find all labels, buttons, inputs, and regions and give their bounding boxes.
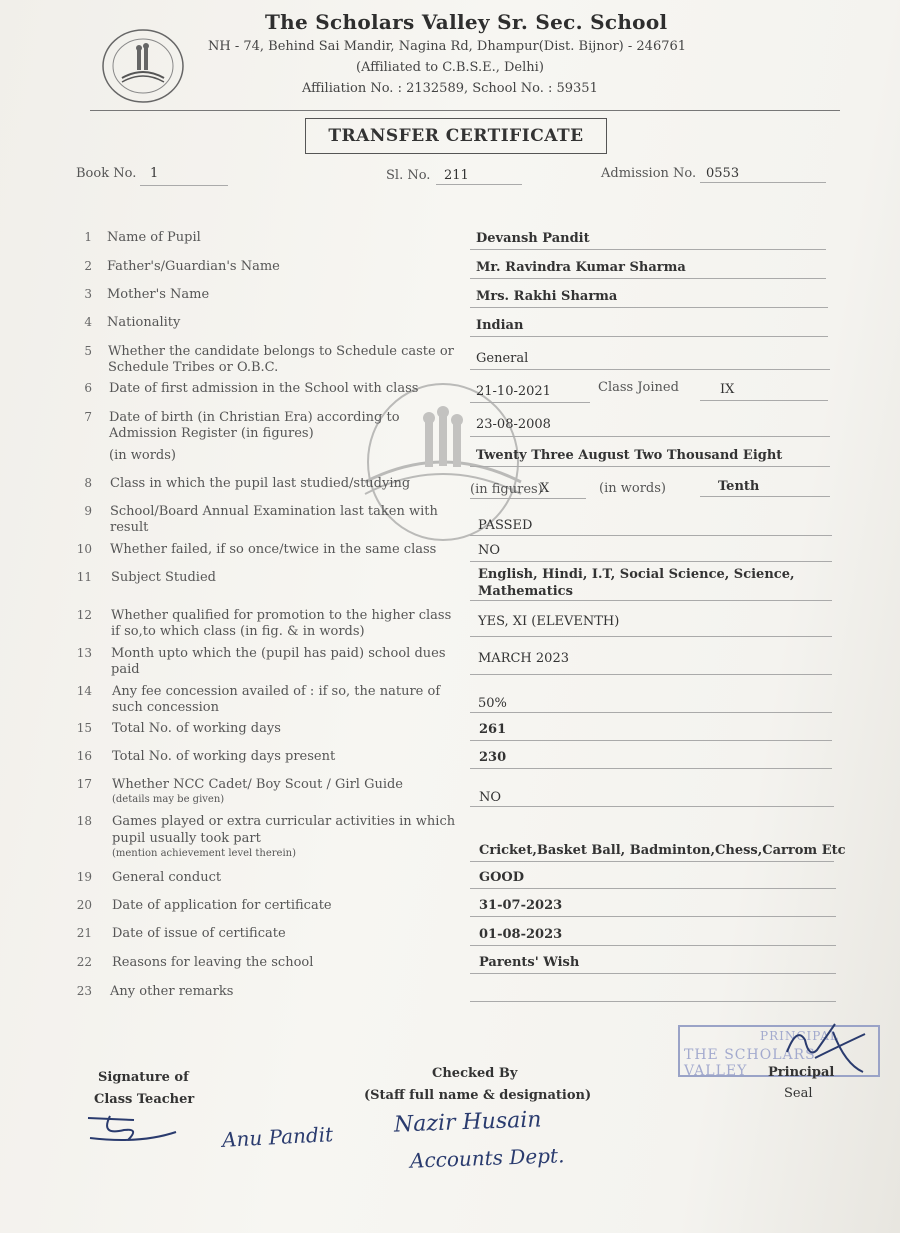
value-name-of-pupil: Devansh Pandit [476, 231, 590, 246]
field-underline [700, 496, 830, 497]
field-underline [470, 600, 832, 601]
school-logo [100, 26, 186, 110]
school-name: The Scholars Valley Sr. Sec. School [265, 10, 668, 34]
item-label-caste-line2: Schedule Tribes or O.B.C. [108, 360, 279, 375]
item-number: 4 [84, 315, 92, 329]
item-number: 6 [84, 381, 92, 395]
field-underline [470, 1001, 836, 1002]
value-dob-words: Twenty Three August Two Thousand Eight [476, 448, 783, 463]
item-label-conduct: General conduct [112, 870, 222, 885]
school-address: NH - 74, Behind Sai Mandir, Nagina Rd, Dhampur(Dist. Bijnor) - 246761 [208, 39, 687, 54]
item-number: 3 [84, 287, 92, 301]
header-divider [90, 110, 840, 111]
value-working-days: 261 [479, 722, 507, 737]
value-conduct: GOOD [479, 870, 525, 885]
item-label-last-class: Class in which the pupil last studied/studying [110, 476, 411, 491]
item-label-name-of-pupil: Name of Pupil [107, 230, 201, 245]
item-number: 17 [76, 777, 92, 791]
item-label-promotion: Whether qualified for promotion to the higher class [111, 608, 452, 623]
item-label-exam: School/Board Annual Examination last taken with [110, 504, 438, 519]
value-dues: MARCH 2023 [478, 651, 569, 666]
sl-no-label: Sl. No. [386, 168, 431, 183]
field-underline [470, 916, 836, 917]
handwritten-staff-name: Nazir Husain [393, 1107, 542, 1138]
item-number: 14 [76, 684, 92, 698]
item-label-father-name: Father's/Guardian's Name [107, 259, 280, 274]
field-underline [470, 369, 830, 370]
item-label-dues: Month upto which the (pupil has paid) school dues [111, 646, 446, 661]
book-no-label: Book No. [76, 166, 137, 181]
item-label-dues-line2: paid [111, 662, 140, 677]
item-label-promotion-line2: if so,to which class (in fig. & in words) [111, 624, 365, 639]
field-underline [470, 945, 836, 946]
value-games: Cricket,Basket Ball, Badminton,Chess,Carrom Etc [479, 843, 846, 858]
value-mother-name: Mrs. Rakhi Sharma [476, 289, 618, 304]
item-label-issue-date: Date of issue of certificate [112, 926, 286, 941]
item-number: 11 [76, 570, 92, 584]
field-underline [470, 888, 836, 889]
item-label-failed: Whether failed, if so once/twice in the same class [110, 542, 437, 557]
item-number: 22 [76, 955, 92, 969]
field-underline [470, 307, 828, 308]
value-subjects: English, Hindi, I.T, Social Science, Science, [478, 567, 795, 582]
value-first-admission-date: 21-10-2021 [476, 384, 551, 399]
field-underline [470, 712, 832, 713]
field-underline [470, 402, 590, 403]
admission-no-label: Admission No. [601, 166, 697, 181]
class-teacher-signature [80, 1108, 190, 1152]
class-joined-label: Class Joined [598, 380, 679, 395]
field-underline [470, 336, 828, 337]
field-underline [470, 249, 826, 250]
item-label-leaving-reason: Reasons for leaving the school [112, 955, 314, 970]
value-concession: 50% [478, 696, 507, 711]
item-label-days-present: Total No. of working days present [112, 749, 336, 764]
value-nationality: Indian [476, 318, 524, 333]
field-underline [470, 973, 836, 974]
value-father-name: Mr. Ravindra Kumar Sharma [476, 260, 686, 275]
item-label-first-admission: Date of first admission in the School with class [109, 381, 419, 396]
field-underline [470, 535, 832, 536]
item-label-exam-line2: result [110, 520, 149, 535]
field-underline [470, 436, 830, 437]
item-label-games-note: (mention achievement level therein) [112, 848, 296, 859]
sl-no-underline [436, 184, 522, 185]
field-underline [470, 674, 832, 675]
handwritten-parent-signature: Anu Pandit [221, 1122, 334, 1152]
value-dob-figures: 23-08-2008 [476, 417, 551, 432]
item-label-games: Games played or extra curricular activities in which [112, 814, 456, 829]
item-number: 1 [84, 230, 92, 244]
admission-no-value: 0553 [706, 166, 740, 181]
item-label-ncc: Whether NCC Cadet/ Boy Scout / Girl Guide [112, 777, 404, 792]
checked-by-label: Checked By [432, 1066, 518, 1081]
seal-text-bottom: THE SCHOLARS VALLEY [684, 1047, 816, 1079]
item-number: 16 [76, 749, 92, 763]
value-failed: NO [478, 543, 501, 558]
value-last-class-figures: X [540, 481, 550, 496]
value-class-joined: IX [720, 382, 735, 397]
field-underline [470, 768, 832, 769]
class-teacher-label-line2: Class Teacher [94, 1092, 195, 1107]
item-label-application-date: Date of application for certificate [112, 898, 332, 913]
item-number: 21 [76, 926, 92, 940]
value-last-class-words: Tenth [718, 479, 760, 494]
field-underline [470, 861, 834, 862]
item-label-dob-line2: Admission Register (in figures) [109, 426, 314, 441]
item-label-concession-line2: such concession [112, 700, 219, 715]
item-label-subjects: Subject Studied [111, 570, 216, 585]
handwritten-staff-designation: Accounts Dept. [409, 1143, 565, 1173]
in-words-label: (in words) [599, 481, 666, 496]
value-issue-date: 01-08-2023 [479, 927, 563, 942]
item-number: 23 [76, 984, 92, 998]
item-label-concession: Any fee concession availed of : if so, the nature of [112, 684, 441, 699]
certificate-title: TRANSFER CERTIFICATE [305, 118, 607, 154]
field-underline [470, 466, 830, 467]
item-number: 10 [76, 542, 92, 556]
in-figures-label: (in figures) [470, 482, 543, 497]
seal-text-top: PRINCIPAL [760, 1029, 839, 1043]
book-no-underline [140, 185, 228, 186]
affiliation-line: (Affiliated to C.B.S.E., Delhi) [356, 60, 544, 75]
sl-no-value: 211 [444, 168, 469, 183]
value-days-present: 230 [479, 750, 507, 765]
item-number: 8 [84, 476, 92, 490]
value-exam-result: PASSED [478, 518, 533, 533]
value-caste: General [476, 351, 529, 366]
field-underline [470, 561, 832, 562]
item-number: 5 [84, 344, 92, 358]
principal-label: Principal [768, 1065, 835, 1080]
field-underline [470, 636, 832, 637]
item-label-nationality: Nationality [107, 315, 181, 330]
field-underline [470, 806, 834, 807]
item-label-mother-name: Mother's Name [107, 287, 210, 302]
book-no-value: 1 [150, 166, 159, 181]
item-number: 19 [76, 870, 92, 884]
item-label-dob-words: (in words) [109, 448, 176, 463]
value-ncc: NO [479, 790, 502, 805]
field-underline [700, 400, 828, 401]
value-application-date: 31-07-2023 [479, 898, 563, 913]
seal-label: Seal [784, 1086, 813, 1101]
item-label-dob: Date of birth (in Christian Era) according to [109, 410, 400, 425]
admission-no-underline [700, 182, 826, 183]
item-label-remarks: Any other remarks [110, 984, 234, 999]
item-label-games-line2: pupil usually took part [112, 831, 261, 846]
value-subjects-line2: Mathematics [478, 584, 573, 599]
item-number: 13 [76, 646, 92, 660]
staff-designation-label: (Staff full name & designation) [364, 1088, 592, 1103]
item-label-caste: Whether the candidate belongs to Schedule caste or [108, 344, 454, 359]
field-underline [470, 278, 826, 279]
item-number: 12 [76, 608, 92, 622]
item-number: 9 [84, 504, 92, 518]
item-number: 15 [76, 721, 92, 735]
field-underline [470, 498, 586, 499]
item-label-working-days: Total No. of working days [112, 721, 281, 736]
value-leaving-reason: Parents' Wish [479, 955, 580, 970]
field-underline [470, 740, 832, 741]
affiliation-number: Affiliation No. : 2132589, School No. : 59351 [302, 81, 598, 96]
value-promotion: YES, XI (ELEVENTH) [478, 614, 620, 629]
class-teacher-label: Signature of [98, 1070, 189, 1085]
item-number: 20 [76, 898, 92, 912]
item-number: 2 [84, 259, 92, 273]
item-label-ncc-note: (details may be given) [112, 794, 225, 805]
item-number: 18 [76, 814, 92, 828]
item-number: 7 [84, 410, 92, 424]
